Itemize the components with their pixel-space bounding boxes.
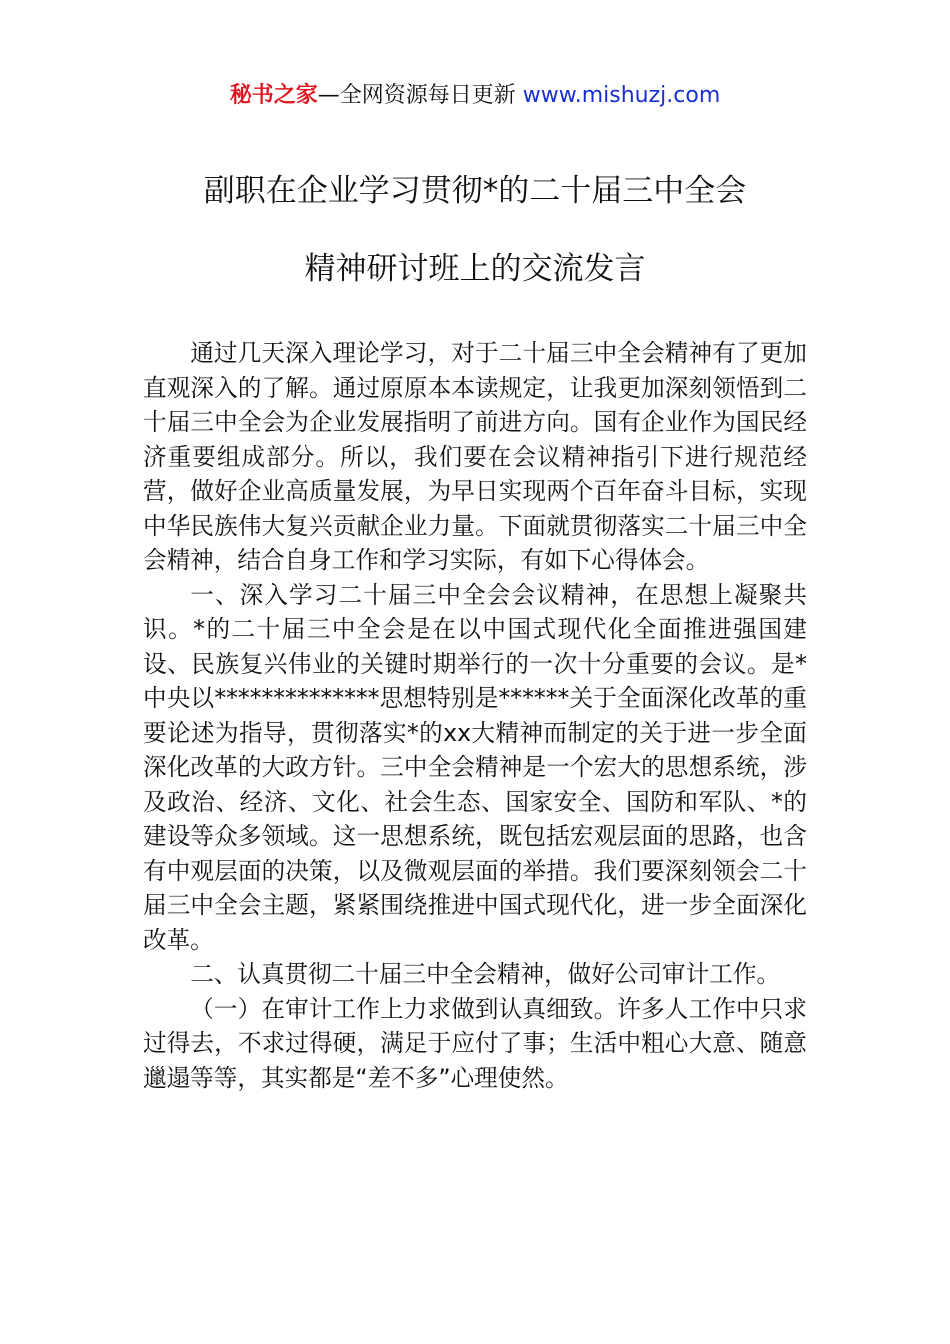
paragraph-intro: 通过几天深入理论学习，对于二十届三中全会精神有了更加直观深入的了解。通过原原本本读规定，让我更加深刻领悟到二十届三中全会为企业发展指明了前进方向。国有企业作为国民经济重要组成部分。所以，我们要在会议精神指引下进行规范经营，做好企业高质量发展，为早日实现两个百年奋斗目标，实现中华民族伟大复兴贡献企业力量。下面就贯彻落实二十届三中全会精神，结合自身工作和学习实际，有如下心得体会。: [143, 339, 807, 574]
header-tagline: —全网资源每日更新: [317, 83, 523, 108]
paragraph-section-2: 二、认真贯彻二十届三中全会精神，做好公司审计工作。: [190, 960, 781, 988]
site-header: [0, 80, 950, 112]
site-url-link[interactable]: www.mishuzj.com: [522, 83, 721, 108]
brand-name: 秘书之家: [229, 83, 318, 108]
document-body: [143, 336, 807, 1095]
title-line-2: 精神研讨班上的交流发言: [304, 251, 646, 287]
document-title: [80, 170, 870, 290]
paragraph-section-1: 一、深入学习二十届三中全会会议精神，在思想上凝聚共识。*的二十届三中全会是在以中国式现代化全面推进强国建设、民族复兴伟业的关键时期举行的一次十分重要的会议。是*中央以**************思想特别是******关于全面深化改革的重要论述为指导，贯彻落实*的xx大精神而制定的关于进一步全面深化改革的大政方针。三中全会精神是一个宏大的思想系统，涉及政治、经济、文化、社会生态、国家安全、国防和军队、*的建设等众多领域。这一思想系统，既包括宏观层面的思路，也含有中观层面的决策，以及微观层面的举措。我们要深刻领会二十届三中全会主题，紧紧围绕推进中国式现代化，进一步全面深化改革。: [143, 580, 807, 954]
title-line-1: 副职在企业学习贯彻*的二十届三中全会: [203, 173, 747, 209]
paragraph-subsection-1: （一）在审计工作上力求做到认真细致。许多人工作中只求过得去，不求过得硬，满足于应付了事；生活中粗心大意、随意邋遢等等，其实都是“差不多”心理使然。: [143, 994, 807, 1092]
